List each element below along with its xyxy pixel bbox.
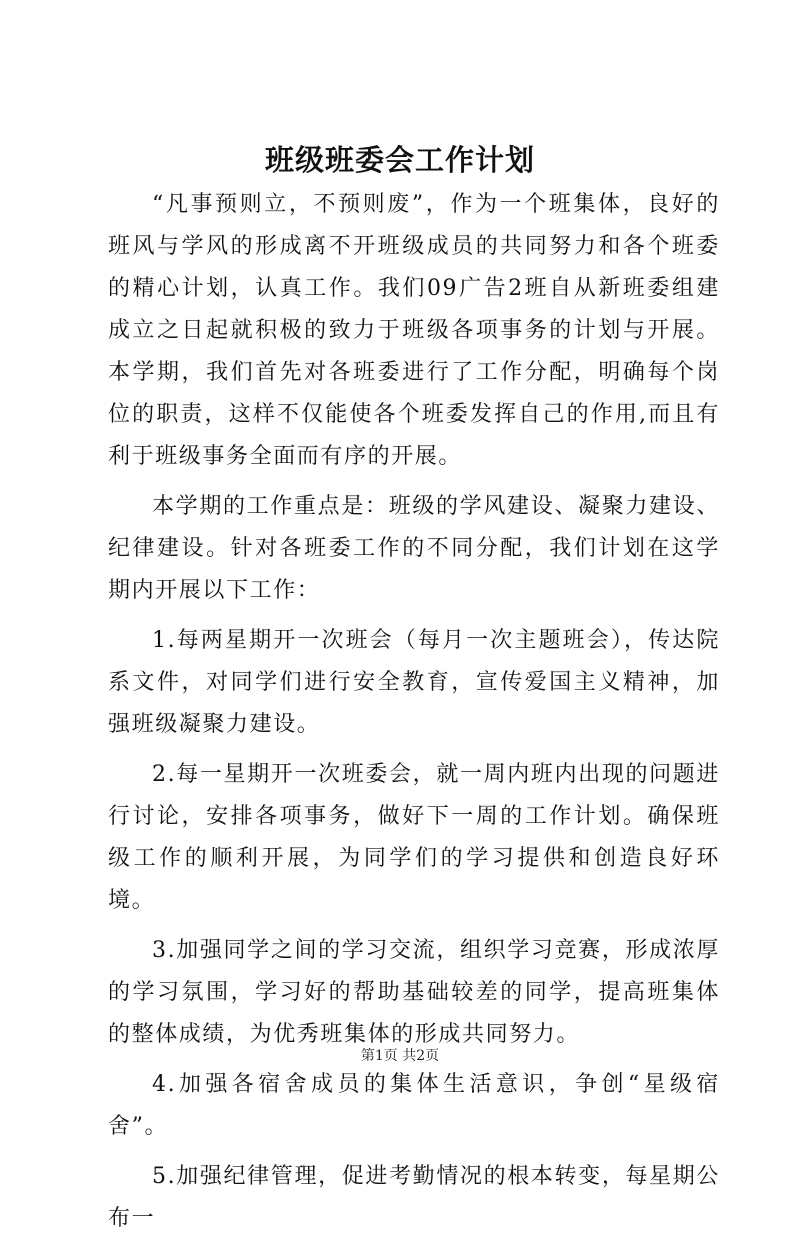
page-footer: 第1页 共2页 [360, 1048, 440, 1064]
document-body [108, 184, 720, 1248]
document-title: 班级班委会工作计划 [264, 143, 535, 177]
paragraph-intro: “凡事预则立，不预则废”，作为一个班集体，良好的班风与学风的形成离不开班级成员的共同努力和各个班委的精心计划，认真工作。我们09广告2班自从新班委组建成立之日起就积极的致力于班级各项事务的计划与开展。本学期，我们首先对各班委进行了工作分配，明确每个岗位的职责，这样不仅能使各个班委发挥自己的作用,而且有利于班级事务全面而有序的开展。 [108, 192, 720, 469]
paragraph-focus: 本学期的工作重点是：班级的学风建设、凝聚力建设、纪律建设。针对各班委工作的不同分配，我们计划在这学期内开展以下工作： [108, 494, 720, 603]
paragraph-item-4: 4.加强各宿舍成员的集体生活意识，争创“星级宿舍”。 [108, 1072, 720, 1139]
paragraph-item-3: 3.加强同学之间的学习交流，组织学习竞赛，形成浓厚的学习氛围，学习好的帮助基础较差的同学，提高班集体的整体成绩，为优秀班集体的形成共同努力。 [108, 938, 720, 1047]
paragraph-item-5: 5.加强纪律管理，促进考勤情况的根本转变，每星期公布一 [108, 1164, 720, 1231]
paragraph-item-2: 2.每一星期开一次班委会，就一周内班内出现的问题进行讨论，安排各项事务，做好下一周的工作计划。确保班级工作的顺利开展，为同学们的学习提供和创造良好环境。 [108, 762, 720, 913]
paragraph-item-1: 1.每两星期开一次班会（每月一次主题班会），传达院系文件，对同学们进行安全教育，宣传爱国主义精神，加强班级凝聚力建设。 [108, 628, 720, 737]
